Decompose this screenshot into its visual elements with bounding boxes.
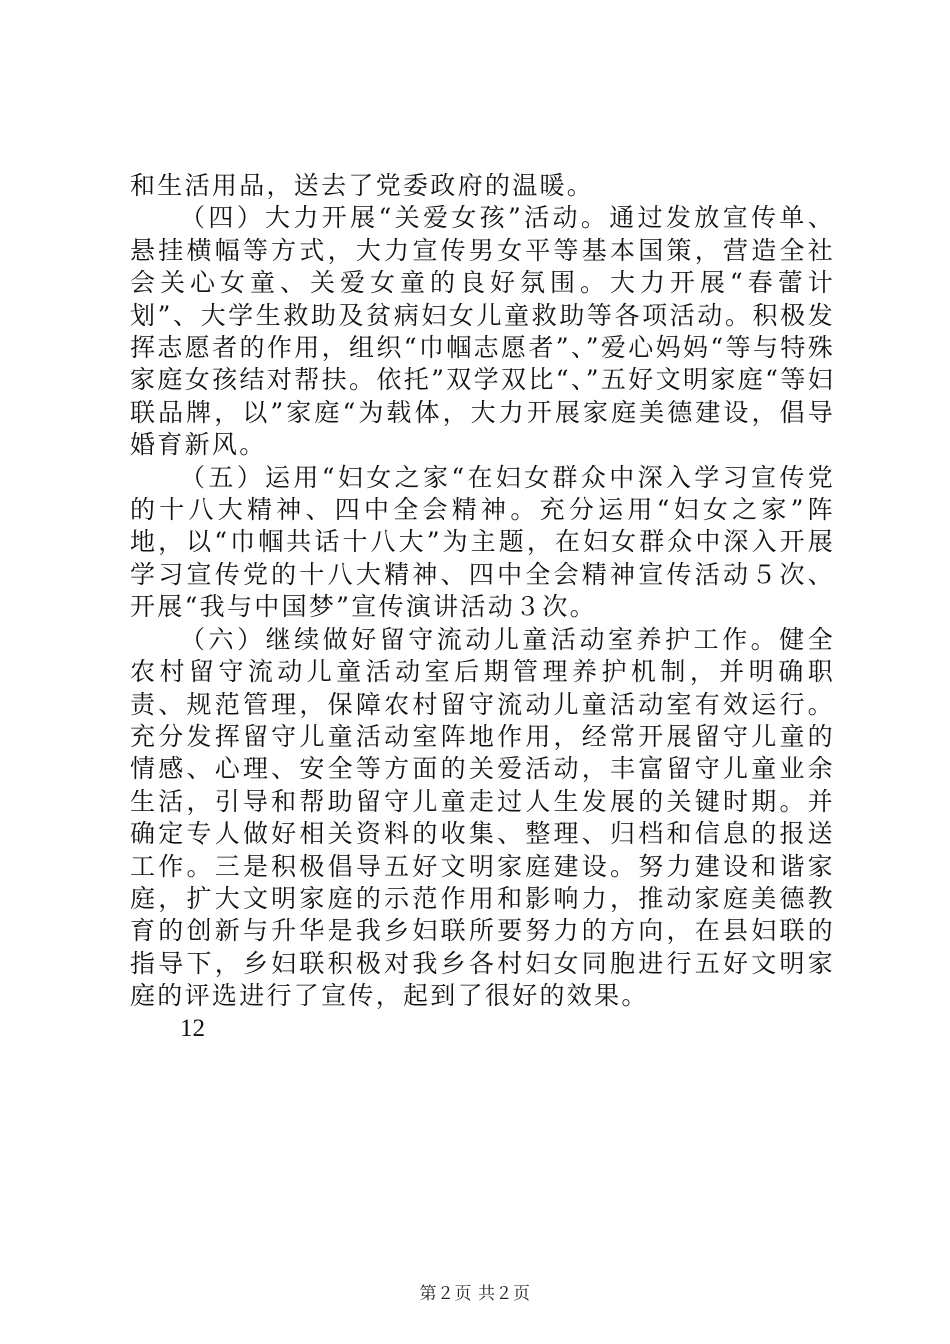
page-footer: 第２页 共２页 [419, 1284, 531, 1304]
paragraph-section-5: （五）运用“妇女之家“在妇女群众中深入学习宣传党的十八大精神、四中全会精神。充分运用“妇女之家”阵地，以“巾帼共话十八大”为主题，在妇女群众中深入开展学习宣传党的十八大精神、四中全会精神宣传活动５次、开展“我与中国梦”宣传演讲活动３次。 [130, 462, 835, 622]
paragraph-section-4: （四）大力开展“关爱女孩”活动。通过发放宣传单、悬挂横幅等方式，大力宣传男女平等基本国策，营造全社会关心女童、关爱女童的良好氛围。大力开展“春蕾计划”、大学生救助及贫病妇女儿童救助等各项活动。积极发挥志愿者的作用，组织“巾帼志愿者”、”爱心妈妈“等与特殊家庭女孩结对帮扶。依托”双学双比“、”五好文明家庭“等妇联品牌，以”家庭“为载体，大力开展家庭美德建设，倡导婚育新风。 [130, 203, 835, 460]
trailing-number: 12 [180, 1014, 205, 1042]
document-body [130, 170, 835, 1045]
paragraph-continuation: 和生活用品，送去了党委政府的温暖。 [130, 171, 595, 200]
paragraph-section-6: （六）继续做好留守流动儿童活动室养护工作。健全农村留守流动儿童活动室后期管理养护机制，并明确职责、规范管理，保障农村留守流动儿童活动室有效运行。充分发挥留守儿童活动室阵地作用，经常开展留守儿童的情感、心理、安全等方面的关爱活动，丰富留守儿童业余生活，引导和帮助留守儿童走过人生发展的关键时期。并确定专人做好相关资料的收集、整理、归档和信息的报送工作。三是积极倡导五好文明家庭建设。努力建设和谐家庭，扩大文明家庭的示范作用和影响力，推动家庭美德教育的创新与升华是我乡妇联所要努力的方向，在县妇联的指导下，乡妇联积极对我乡各村妇女同胞进行五好文明家庭的评选进行了宣传，起到了很好的效果。 [130, 624, 835, 1011]
